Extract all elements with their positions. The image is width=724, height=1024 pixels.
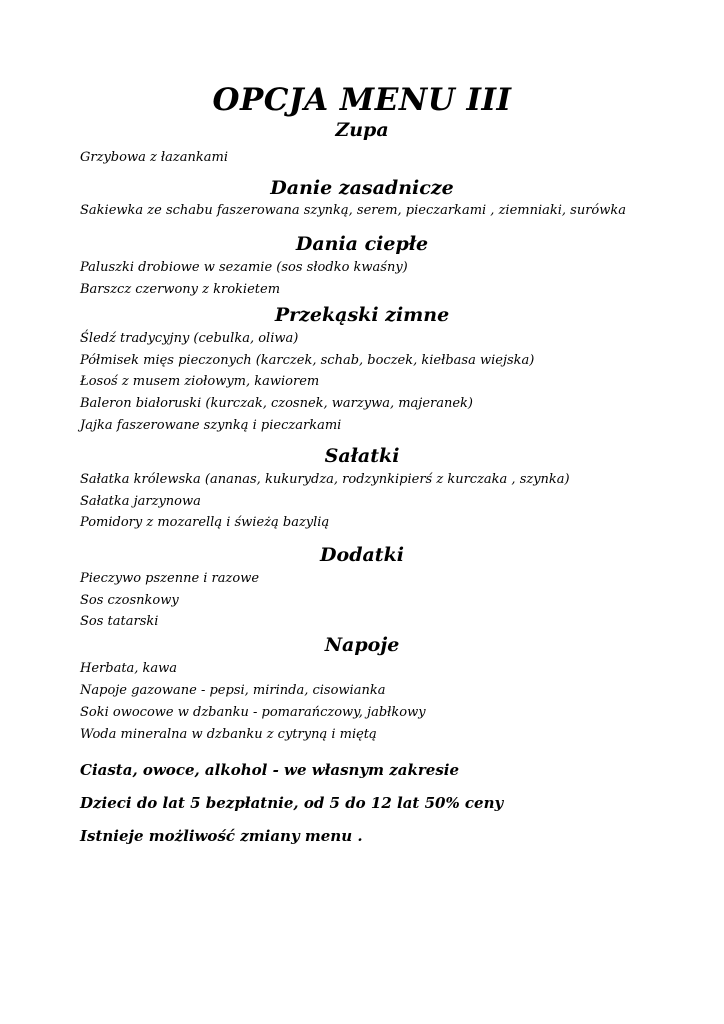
menu-item: Woda mineralna w dzbanku z cytryną i miętą (80, 727, 377, 742)
menu-item: Łosoś z musem ziołowym, kawiorem (80, 374, 320, 389)
menu-item: Baleron białoruski (kurczak, czosnek, warzywa, majeranek) (80, 396, 474, 411)
menu-item: Sos czosnkowy (80, 593, 179, 608)
menu-item: Napoje gazowane - pepsi, mirinda, cisowianka (80, 683, 386, 698)
menu-item: Śledź tradycyjny (cebulka, oliwa) (80, 331, 299, 346)
menu-item: Sałatka królewska (ananas, kukurydza, rodzynkipierś z kurczaka , szynka) (80, 472, 570, 487)
menu-item: Sos tatarski (80, 614, 159, 629)
menu-item: Sałatka jarzynowa (80, 494, 201, 509)
section-heading-danie-zasadnicze: Danie zasadnicze (270, 177, 454, 199)
section-heading-salatki: Sałatki (324, 445, 400, 467)
section-heading-dania-cieple: Dania ciepłe (295, 233, 429, 255)
menu-item: Pomidory z mozarellą i świeżą bazylią (80, 515, 330, 530)
menu-item: Herbata, kawa (80, 661, 178, 676)
menu-item: Paluszki drobiowe w sezamie (sos słodko kwaśny) (80, 260, 408, 275)
menu-item: Grzybowa z łazankami (80, 150, 228, 165)
section-heading-zupa: Zupa (335, 119, 389, 141)
section-heading-przekaski-zimne: Przekąski zimne (274, 304, 450, 326)
menu-item: Półmisek mięs pieczonych (karczek, schab, boczek, kiełbasa wiejska) (80, 353, 535, 368)
menu-item: Barszcz czerwony z krokietem (80, 282, 281, 297)
note-cakes-fruit-alcohol: Ciasta, owoce, alkohol - we własnym zakresie (80, 761, 460, 779)
menu-item: Sakiewka ze schabu faszerowana szynką, serem, pieczarkami , ziemniaki, surówka (80, 203, 627, 218)
menu-item: Pieczywo pszenne i razowe (80, 571, 260, 586)
section-heading-dodatki: Dodatki (320, 544, 404, 566)
note-menu-change: Istnieje możliwość zmiany menu . (80, 827, 363, 845)
menu-item: Soki owocowe w dzbanku - pomarańczowy, jabłkowy (80, 705, 426, 720)
section-heading-napoje: Napoje (324, 634, 400, 656)
menu-item: Jajka faszerowane szynką i pieczarkami (80, 418, 342, 433)
menu-title: OPCJA MENU III (212, 82, 512, 118)
note-children-pricing: Dzieci do lat 5 bezpłatnie, od 5 do 12 lat 50% ceny (80, 794, 504, 812)
